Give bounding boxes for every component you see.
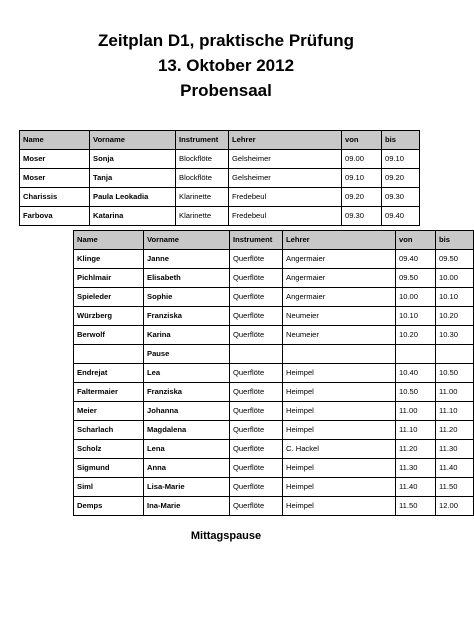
cell-lehrer: Heimpel [283,459,396,478]
cell-vorname: Lea [144,364,230,383]
cell-von: 11.40 [396,478,436,497]
header-row [74,231,474,250]
cell-lehrer: Heimpel [283,478,396,497]
cell-bis: 09.40 [382,207,420,226]
cell-vorname: Sonja [90,150,176,169]
table-row [20,150,420,169]
cell-instrument: Querflöte [230,440,283,459]
cell-lehrer: Neumeier [283,307,396,326]
cell-name: Berwolf [74,326,144,345]
cell-von: 11.10 [396,421,436,440]
cell-bis: 10.20 [436,307,474,326]
cell-instrument: Blockflöte [176,169,229,188]
header-instrument: Instrument [230,231,283,250]
header-vorname: Vorname [144,231,230,250]
cell-von: 10.00 [396,288,436,307]
cell-bis: 09.10 [382,150,420,169]
header-bis: bis [382,131,420,150]
cell-von: 09.50 [396,269,436,288]
cell-lehrer: Heimpel [283,402,396,421]
table-row [74,345,474,364]
cell-instrument: Querflöte [230,250,283,269]
header-von: von [396,231,436,250]
header-bis: bis [436,231,474,250]
cell-bis: 11.20 [436,421,474,440]
cell-instrument: Querflöte [230,326,283,345]
cell-vorname: Karina [144,326,230,345]
lunch-break-label: Mittagspause [190,530,262,542]
cell-von: 09.00 [342,150,382,169]
cell-von: 11.30 [396,459,436,478]
cell-vorname: Tanja [90,169,176,188]
cell-von: 10.20 [396,326,436,345]
cell-name: Klinge [74,250,144,269]
cell-name: Charissis [20,188,90,207]
cell-instrument: Querflöte [230,402,283,421]
table-row [74,402,474,421]
cell-lehrer: Fredebeul [229,188,342,207]
cell-instrument: Querflöte [230,497,283,516]
cell-lehrer: C. Hackel [283,440,396,459]
cell-von: 09.30 [342,207,382,226]
cell-vorname: Ina-Marie [144,497,230,516]
header-von: von [342,131,382,150]
cell-lehrer: Angermaier [283,250,396,269]
cell-lehrer: Heimpel [283,497,396,516]
cell-name: Spieleder [74,288,144,307]
cell-vorname: Lisa-Marie [144,478,230,497]
table-row [74,383,474,402]
cell-name: Meier [74,402,144,421]
cell-bis: 11.10 [436,402,474,421]
cell-lehrer: Fredebeul [229,207,342,226]
cell-bis: 10.50 [436,364,474,383]
cell-lehrer: Angermaier [283,288,396,307]
cell-vorname: Anna [144,459,230,478]
header-vorname: Vorname [90,131,176,150]
header-name: Name [74,231,144,250]
cell-vorname: Magdalena [144,421,230,440]
cell-von: 09.40 [396,250,436,269]
title-line-1: Zeitplan D1, praktische Prüfung [98,31,354,50]
table-row [74,250,474,269]
cell-bis: 11.50 [436,478,474,497]
cell-bis: 09.20 [382,169,420,188]
cell-bis: 09.50 [436,250,474,269]
cell-lehrer: Heimpel [283,383,396,402]
cell-von: 11.20 [396,440,436,459]
table-row [74,288,474,307]
header-instrument: Instrument [176,131,229,150]
header-name: Name [20,131,90,150]
cell-name: Scholz [74,440,144,459]
table-row [74,326,474,345]
cell-von: 11.50 [396,497,436,516]
table-row [74,440,474,459]
cell-bis: 12.00 [436,497,474,516]
cell-name: Scharlach [74,421,144,440]
cell-name: Moser [20,169,90,188]
table-row [20,207,420,226]
cell-name: Demps [74,497,144,516]
document-title [0,28,452,103]
cell-bis: 11.00 [436,383,474,402]
cell-lehrer: Gelsheimer [229,169,342,188]
cell-vorname: Franziska [144,383,230,402]
cell-bis [436,345,474,364]
table-row [74,421,474,440]
cell-name: Siml [74,478,144,497]
header-row [20,131,420,150]
cell-name: Faltermaier [74,383,144,402]
cell-name: Würzberg [74,307,144,326]
cell-lehrer: Heimpel [283,421,396,440]
cell-vorname: Sophie [144,288,230,307]
table-row [74,269,474,288]
cell-instrument [230,345,283,364]
cell-bis: 10.30 [436,326,474,345]
cell-lehrer: Gelsheimer [229,150,342,169]
cell-vorname: Katarina [90,207,176,226]
cell-instrument: Querflöte [230,459,283,478]
cell-vorname: Lena [144,440,230,459]
cell-lehrer [283,345,396,364]
table-row [74,459,474,478]
cell-bis: 10.00 [436,269,474,288]
schedule-table-1 [19,130,420,226]
header-lehrer: Lehrer [283,231,396,250]
cell-instrument: Klarinette [176,207,229,226]
title-line-3: Probensaal [180,81,272,100]
cell-name: Moser [20,150,90,169]
cell-lehrer: Angermaier [283,269,396,288]
cell-bis: 09.30 [382,188,420,207]
cell-vorname: Johanna [144,402,230,421]
cell-von: 11.00 [396,402,436,421]
table-row [20,188,420,207]
header-lehrer: Lehrer [229,131,342,150]
title-line-2: 13. Oktober 2012 [157,56,295,75]
cell-vorname: Paula Leokadia [90,188,176,207]
cell-instrument: Querflöte [230,383,283,402]
cell-name: Pichlmair [74,269,144,288]
table-row [74,478,474,497]
cell-bis: 11.40 [436,459,474,478]
cell-name [74,345,144,364]
cell-vorname: Pause [144,345,230,364]
cell-vorname: Elisabeth [144,269,230,288]
cell-instrument: Querflöte [230,421,283,440]
cell-lehrer: Heimpel [283,364,396,383]
table-row [74,307,474,326]
cell-instrument: Querflöte [230,478,283,497]
cell-instrument: Klarinette [176,188,229,207]
cell-vorname: Janne [144,250,230,269]
schedule-table-2 [73,230,474,516]
cell-lehrer: Neumeier [283,326,396,345]
cell-bis: 10.10 [436,288,474,307]
cell-vorname: Franziska [144,307,230,326]
cell-von [396,345,436,364]
cell-instrument: Querflöte [230,364,283,383]
cell-instrument: Querflöte [230,269,283,288]
cell-von: 10.50 [396,383,436,402]
cell-name: Endrejat [74,364,144,383]
cell-name: Sigmund [74,459,144,478]
cell-name: Farbova [20,207,90,226]
cell-instrument: Blockflöte [176,150,229,169]
cell-instrument: Querflöte [230,288,283,307]
table-row [74,497,474,516]
cell-von: 09.20 [342,188,382,207]
cell-von: 09.10 [342,169,382,188]
cell-von: 10.40 [396,364,436,383]
cell-von: 10.10 [396,307,436,326]
table-row [20,169,420,188]
table-row [74,364,474,383]
cell-instrument: Querflöte [230,307,283,326]
cell-bis: 11.30 [436,440,474,459]
